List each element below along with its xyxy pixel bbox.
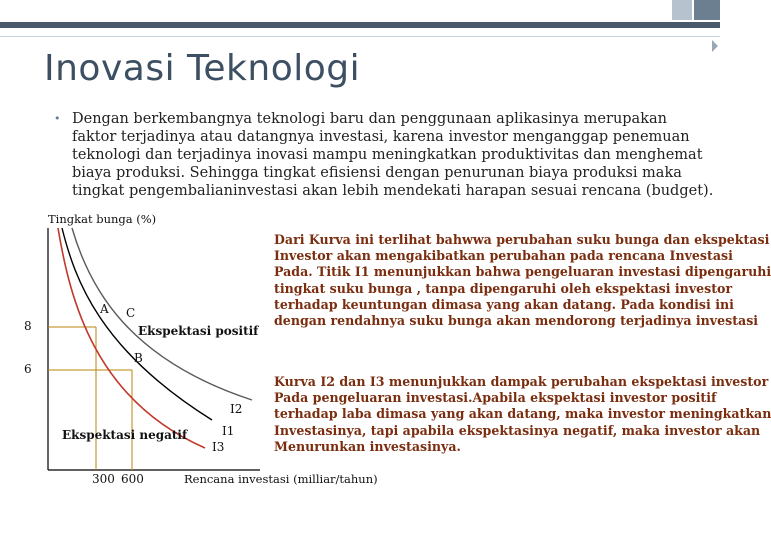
y-axis-label: Tingkat bunga (%) — [48, 212, 157, 226]
curve-label-i3: I3 — [212, 440, 225, 454]
curve-label-i1: I1 — [222, 424, 235, 438]
y-tick-6: 6 — [24, 362, 32, 376]
note1-line: dengan rendahnya suku bunga akan mendorong terjadinya investasi — [274, 313, 759, 329]
bullet-text: Dengan berkembangnya teknologi baru dan penggunaan aplikasinya merupakan faktor terjadinya atau datangnya investasi, karena investor menganggap penemuan teknologi dan terjadinya inovasi mampu meningkatkan produktivitas dan menghemat biaya produksi. Sehingga tingkat efisiensi dengan penurunan biaya produksi maka tingkat pengembalianinvestasi akan lebih mendekati harapan sesuai rencana (budget). — [72, 111, 714, 199]
bullet-dot-icon: • — [54, 112, 61, 125]
note1-line: Pada. Titik I1 menunjukkan bahwa pengeluaran investasi dipengaruhi — [274, 264, 771, 280]
point-b-label: B — [134, 351, 143, 365]
note1-line: Dari Kurva ini terlihat bahwwa perubahan suku bunga dan ekspektasi — [274, 232, 770, 247]
curve-i2 — [72, 228, 252, 400]
annotation-ekspektasi-positif: Ekspektasi positif — [138, 324, 259, 338]
x-tick-300: 300 — [92, 472, 115, 486]
x-axis-label: Rencana investasi (milliar/tahun) — [184, 472, 378, 486]
note2-line: Kurva I2 dan I3 menunjukkan dampak perubahan ekspektasi investor — [274, 374, 769, 389]
explanation-note-1 — [274, 232, 771, 329]
note1-line: terhadap keuntungan dimasa yang akan datang. Pada kondisi ini — [274, 296, 734, 312]
note1-line: Investor akan mengakibatkan perubahan pada rencana Investasi — [274, 248, 733, 264]
note2-line: Pada pengeluaran investasi.Apabila ekspektasi investor positif — [274, 390, 717, 406]
explanation-note-2 — [274, 374, 771, 455]
note2-line: Investasinya, tapi apabila ekspektasinya negatif, maka investor akan — [274, 422, 761, 438]
annotation-ekspektasi-negatif: Ekspektasi negatif — [62, 428, 188, 442]
x-tick-600: 600 — [121, 472, 144, 486]
y-tick-8: 8 — [24, 319, 32, 333]
note2-line: terhadap laba dimasa yang akan datang, maka investor meningkatkan — [274, 406, 771, 422]
curve-label-i2: I2 — [230, 402, 243, 416]
note1-line: tingkat suku bunga , tanpa dipengaruhi oleh ekspektasi investor — [274, 280, 733, 296]
point-a-label: A — [100, 302, 109, 316]
slide-title: Inovasi Teknologi — [44, 48, 361, 89]
point-c-label: C — [126, 306, 136, 320]
note2-line: Menurunkan investasinya. — [274, 438, 461, 454]
